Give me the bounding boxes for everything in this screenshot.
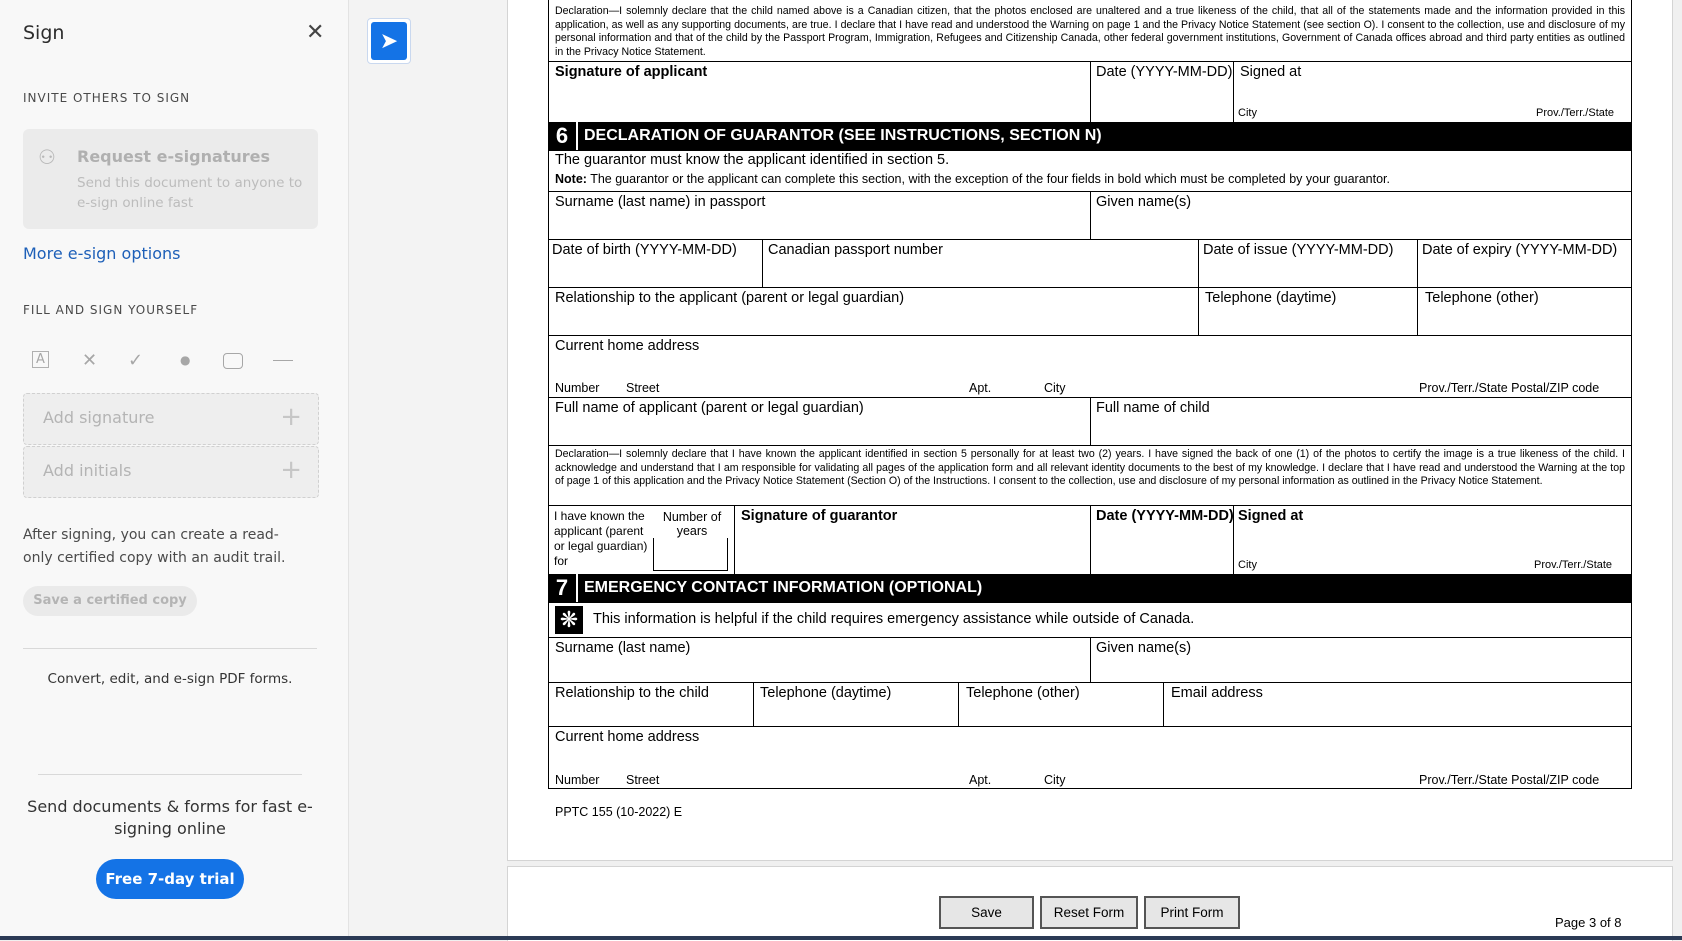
section-6-title: DECLARATION OF GUARANTOR (SEE INSTRUCTIONS, SECTION N) xyxy=(584,127,1102,144)
medical-asterisk-icon: ❋ xyxy=(555,606,583,634)
request-esignatures-button[interactable] xyxy=(23,129,318,229)
emergency-addr-city-label: City xyxy=(1044,773,1066,787)
people-icon: ⚇ xyxy=(38,145,56,169)
section-7-header xyxy=(548,574,1632,602)
number-of-years-field[interactable] xyxy=(653,538,728,571)
convert-text: Convert, edit, and e-sign PDF forms. xyxy=(47,671,293,687)
divider xyxy=(23,648,317,649)
guarantor-signed-at-label: Signed at xyxy=(1238,508,1304,524)
invite-heading: INVITE OTHERS TO SIGN xyxy=(23,91,191,105)
save-button[interactable]: Save xyxy=(939,896,1034,929)
plus-icon: + xyxy=(280,455,302,485)
free-trial-button[interactable]: Free 7-day trial xyxy=(96,859,244,899)
select-tool-button[interactable] xyxy=(367,18,411,64)
text-field-icon[interactable]: A xyxy=(32,351,49,368)
guarantor-date-label: Date (YYYY-MM-DD) xyxy=(1096,508,1234,524)
emergency-given-names-label: Given name(s) xyxy=(1096,640,1192,656)
emergency-addr-number-label: Number xyxy=(555,773,600,787)
add-initials-label: Add initials xyxy=(43,461,132,480)
fill-heading: FILL AND SIGN YOURSELF xyxy=(23,303,199,317)
prov-label: Prov./Terr./State xyxy=(1536,107,1615,119)
signed-at-label: Signed at xyxy=(1240,64,1302,80)
addr-street-label: Street xyxy=(626,381,660,395)
email-label: Email address xyxy=(1171,685,1263,701)
more-esign-options-link[interactable]: More e-sign options xyxy=(23,244,181,263)
section-7-number: 7 xyxy=(548,574,578,602)
full-name-applicant-label: Full name of applicant (parent or legal guardian) xyxy=(555,400,864,416)
emergency-addr-apt-label: Apt. xyxy=(969,773,992,787)
section-6-note: Note: The guarantor or the applicant can complete this section, with the exception of the four fields in bold which must be completed by your guarantor. xyxy=(555,172,1390,186)
passport-form xyxy=(548,0,1632,789)
print-form-button[interactable]: Print Form xyxy=(1144,896,1240,929)
emergency-address-label: Current home address xyxy=(555,729,700,745)
addr-prov-postal-label: Prov./Terr./State Postal/ZIP code xyxy=(1419,381,1600,395)
emergency-addr-prov-postal-label: Prov./Terr./State Postal/ZIP code xyxy=(1419,773,1600,787)
dot-icon[interactable]: ● xyxy=(180,353,191,367)
close-icon[interactable]: ✕ xyxy=(306,20,325,45)
section-7-title: EMERGENCY CONTACT INFORMATION (OPTIONAL) xyxy=(584,579,983,596)
send-docs-text: Send documents & forms for fast e-signing online xyxy=(27,797,313,838)
addr-apt-label: Apt. xyxy=(969,381,992,395)
page-indicator: Page 3 of 8 xyxy=(1555,915,1622,930)
years-label: Number of years xyxy=(662,510,722,538)
check-mark-icon[interactable]: ✓ xyxy=(128,350,144,371)
sig-guarantor-label: Signature of guarantor xyxy=(741,508,898,524)
panel-title: Sign xyxy=(23,22,65,44)
addr-number-label: Number xyxy=(555,381,600,395)
date-of-expiry-label: Date of expiry (YYYY-MM-DD) xyxy=(1422,242,1618,258)
reset-form-button[interactable]: Reset Form xyxy=(1040,896,1138,929)
section-6-header xyxy=(548,122,1632,150)
tool-strip xyxy=(349,0,507,940)
cursor-arrow-icon: ➤ xyxy=(371,22,407,60)
line-icon[interactable] xyxy=(273,360,293,361)
form-code: PPTC 155 (10-2022) E xyxy=(555,805,683,819)
taskbar-edge xyxy=(0,936,1682,940)
save-certified-copy-button[interactable]: Save a certified copy xyxy=(23,586,197,616)
section-6-intro: The guarantor must know the applicant identified in section 5. xyxy=(555,152,950,168)
section-7-info: This information is helpful if the child requires emergency assistance while outside of Canada. xyxy=(593,611,1195,627)
sig-applicant-label: Signature of applicant xyxy=(555,64,708,80)
tel-day-label: Telephone (daytime) xyxy=(1205,290,1337,306)
date-label: Date (YYYY-MM-DD) xyxy=(1096,64,1233,80)
relationship-child-label: Relationship to the child xyxy=(555,685,709,701)
guarantor-city-label: City xyxy=(1238,559,1257,571)
top-declaration-text: Declaration—I solemnly declare that the child named above is a Canadian citizen, that the photos enclosed are unaltered and a true likeness of the child, that all of the statements made and the information provided in this application, as well as any supporting documents, are true. I declare that I have read and understood the Warning on page 1 and the Privacy Notice Statement (see section O). I consent to the collection, use and disclosure of my personal information and that of the child by the Passport Program, Immigration, Refugees and Citizenship Canada, other federal government institutions, Government of Canada offices abroad and third party entities as outlined in the Privacy Notice Statement. xyxy=(555,5,1625,58)
address-label: Current home address xyxy=(555,338,700,354)
relationship-applicant-label: Relationship to the applicant (parent or legal guardian) xyxy=(555,290,905,306)
cross-mark-icon[interactable]: ✕ xyxy=(82,350,98,371)
surname-passport-label: Surname (last name) in passport xyxy=(555,194,766,210)
rectangle-icon[interactable] xyxy=(223,353,243,369)
emergency-surname-label: Surname (last name) xyxy=(555,640,691,656)
sign-panel xyxy=(0,0,349,940)
full-name-child-label: Full name of child xyxy=(1096,400,1210,416)
request-title: Request e-signatures xyxy=(77,147,271,166)
fill-tools xyxy=(32,350,302,374)
add-signature-label: Add signature xyxy=(43,408,155,427)
plus-icon: + xyxy=(280,402,302,432)
city-label: City xyxy=(1238,107,1257,119)
date-of-issue-label: Date of issue (YYYY-MM-DD) xyxy=(1203,242,1394,258)
emergency-tel-other-label: Telephone (other) xyxy=(966,685,1080,701)
dob-label: Date of birth (YYYY-MM-DD) xyxy=(552,242,737,258)
guarantor-prov-label: Prov./Terr./State xyxy=(1534,559,1613,571)
addr-city-label: City xyxy=(1044,381,1066,395)
section-6-number: 6 xyxy=(548,122,578,150)
add-initials-button[interactable] xyxy=(23,446,319,498)
passport-number-label: Canadian passport number xyxy=(768,242,943,258)
request-subtitle: Send this document to anyone to e-sign online fast xyxy=(77,175,303,211)
after-signing-text: After signing, you can create a read-only certified copy with an audit trail. xyxy=(23,527,286,566)
tel-other-label: Telephone (other) xyxy=(1425,290,1539,306)
known-label: I have known the applicant (parent or legal guardian) for xyxy=(554,509,648,568)
divider xyxy=(38,774,302,775)
given-names-label: Given name(s) xyxy=(1096,194,1192,210)
guarantor-declaration-text: Declaration—I solemnly declare that I have known the applicant identified in section 5 personally for at least two (2) years. I have signed the back of one (1) of the photos to certify the image is a true likeness of the child. I acknowledge and understand that I am responsible for validating all pages of the application form and all relevant identity documents to the best of my knowledge. I declare that I have read and understood the Warning at the top of page 1 of this application and the Privacy Notice Statement (Section O) of the Instructions. I consent to the collection, use and disclosure of my personal information as outlined in the Privacy Notice Statement. xyxy=(555,448,1625,487)
add-signature-button[interactable] xyxy=(23,393,319,445)
emergency-tel-day-label: Telephone (daytime) xyxy=(760,685,892,701)
emergency-addr-street-label: Street xyxy=(626,773,660,787)
